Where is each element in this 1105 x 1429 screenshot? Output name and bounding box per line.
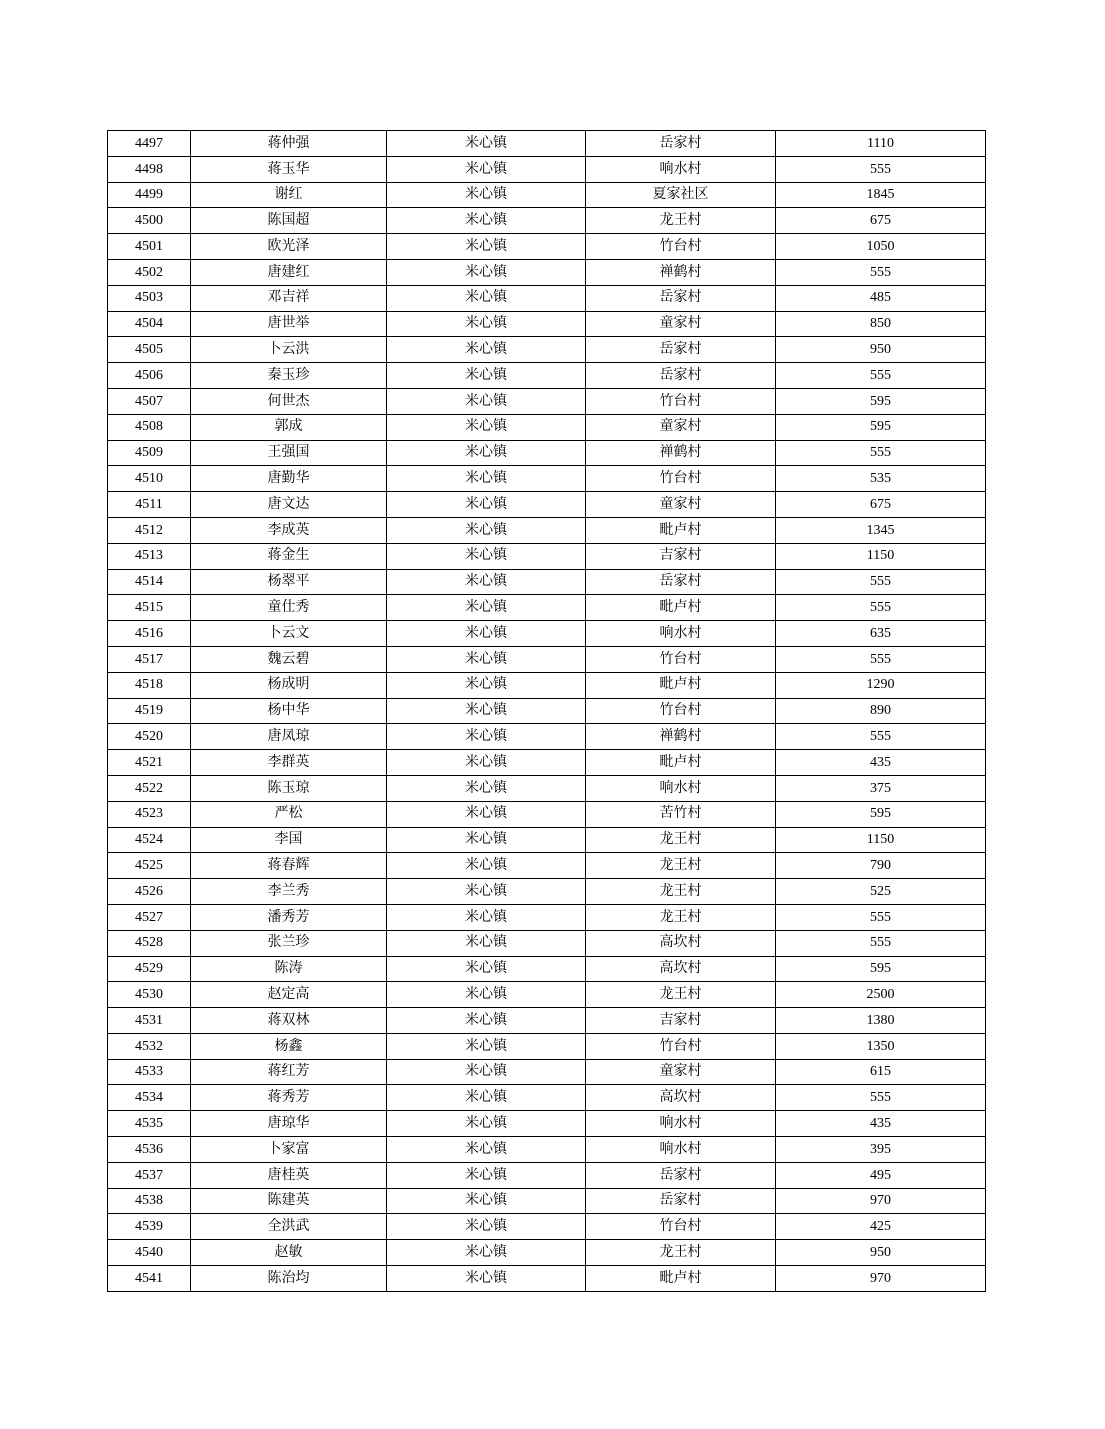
table-cell-name: 蒋仲强 (191, 131, 387, 157)
table-row (108, 853, 986, 879)
table-row (108, 1008, 986, 1034)
table-cell-village: 响水村 (586, 1137, 776, 1163)
table-row (108, 801, 986, 827)
table-cell-id: 4529 (108, 956, 191, 982)
table-cell-amount: 675 (776, 492, 986, 518)
table-cell-name: 张兰珍 (191, 930, 387, 956)
table-cell-amount: 595 (776, 956, 986, 982)
table-cell-town: 米心镇 (387, 388, 586, 414)
table-cell-name: 陈治均 (191, 1266, 387, 1292)
table-cell-town: 米心镇 (387, 698, 586, 724)
table-cell-name: 李成英 (191, 517, 387, 543)
table-cell-id: 4515 (108, 595, 191, 621)
table-cell-amount: 1050 (776, 234, 986, 260)
table-row (108, 1137, 986, 1163)
table-cell-town: 米心镇 (387, 440, 586, 466)
table-cell-name: 邓吉祥 (191, 285, 387, 311)
table-cell-id: 4498 (108, 156, 191, 182)
table-cell-name: 陈建英 (191, 1188, 387, 1214)
table-cell-town: 米心镇 (387, 879, 586, 905)
table-cell-village: 竹台村 (586, 234, 776, 260)
table-cell-amount: 485 (776, 285, 986, 311)
table-cell-amount: 555 (776, 440, 986, 466)
table-row (108, 440, 986, 466)
table-cell-town: 米心镇 (387, 621, 586, 647)
table-cell-id: 4502 (108, 259, 191, 285)
table-cell-town: 米心镇 (387, 517, 586, 543)
table-cell-village: 高坎村 (586, 930, 776, 956)
table-cell-town: 米心镇 (387, 569, 586, 595)
table-row (108, 750, 986, 776)
table-row (108, 672, 986, 698)
table-cell-town: 米心镇 (387, 414, 586, 440)
table-cell-name: 唐世举 (191, 311, 387, 337)
table-cell-name: 杨中华 (191, 698, 387, 724)
table-cell-id: 4526 (108, 879, 191, 905)
table-cell-name: 唐建红 (191, 259, 387, 285)
table-row (108, 337, 986, 363)
table-cell-amount: 2500 (776, 982, 986, 1008)
table-row (108, 646, 986, 672)
table-cell-amount: 790 (776, 853, 986, 879)
table-cell-name: 赵定高 (191, 982, 387, 1008)
table-cell-amount: 595 (776, 388, 986, 414)
table-cell-name: 杨成明 (191, 672, 387, 698)
table-cell-village: 竹台村 (586, 698, 776, 724)
table-cell-village: 岳家村 (586, 337, 776, 363)
table-cell-amount: 555 (776, 724, 986, 750)
table-cell-id: 4522 (108, 775, 191, 801)
table-cell-id: 4509 (108, 440, 191, 466)
table-cell-town: 米心镇 (387, 1085, 586, 1111)
table-cell-id: 4507 (108, 388, 191, 414)
table-cell-town: 米心镇 (387, 259, 586, 285)
table-row (108, 156, 986, 182)
table-cell-id: 4532 (108, 1033, 191, 1059)
table-cell-town: 米心镇 (387, 1214, 586, 1240)
table-cell-village: 竹台村 (586, 388, 776, 414)
table-cell-name: 蒋金生 (191, 543, 387, 569)
table-cell-amount: 615 (776, 1059, 986, 1085)
table-cell-town: 米心镇 (387, 775, 586, 801)
table-cell-amount: 435 (776, 1111, 986, 1137)
table-cell-town: 米心镇 (387, 1033, 586, 1059)
table-cell-town: 米心镇 (387, 672, 586, 698)
table-cell-amount: 890 (776, 698, 986, 724)
table-cell-town: 米心镇 (387, 156, 586, 182)
table-row (108, 1059, 986, 1085)
table-cell-amount: 495 (776, 1162, 986, 1188)
table-cell-id: 4524 (108, 827, 191, 853)
table-cell-name: 陈国超 (191, 208, 387, 234)
table-cell-village: 毗卢村 (586, 672, 776, 698)
table-row (108, 388, 986, 414)
table-cell-amount: 950 (776, 1240, 986, 1266)
table-cell-village: 龙王村 (586, 827, 776, 853)
table-row (108, 775, 986, 801)
table-cell-amount: 970 (776, 1188, 986, 1214)
table-cell-village: 响水村 (586, 621, 776, 647)
table-cell-village: 龙王村 (586, 982, 776, 1008)
table-cell-name: 陈涛 (191, 956, 387, 982)
table-row (108, 1162, 986, 1188)
table-cell-id: 4519 (108, 698, 191, 724)
table-cell-village: 响水村 (586, 775, 776, 801)
table-cell-name: 何世杰 (191, 388, 387, 414)
table-cell-town: 米心镇 (387, 492, 586, 518)
table-cell-id: 4535 (108, 1111, 191, 1137)
table-cell-village: 童家村 (586, 492, 776, 518)
table-cell-village: 竹台村 (586, 646, 776, 672)
table-row (108, 1033, 986, 1059)
table-row (108, 208, 986, 234)
table-cell-amount: 595 (776, 801, 986, 827)
table-cell-town: 米心镇 (387, 543, 586, 569)
table-cell-amount: 555 (776, 1085, 986, 1111)
table-row (108, 182, 986, 208)
table-cell-id: 4499 (108, 182, 191, 208)
table-cell-village: 夏家社区 (586, 182, 776, 208)
table-row (108, 879, 986, 905)
table-cell-village: 竹台村 (586, 1033, 776, 1059)
table-cell-name: 蒋红芳 (191, 1059, 387, 1085)
table-cell-village: 禅鹤村 (586, 259, 776, 285)
table-cell-town: 米心镇 (387, 363, 586, 389)
table-cell-id: 4501 (108, 234, 191, 260)
table-cell-town: 米心镇 (387, 466, 586, 492)
table-cell-town: 米心镇 (387, 337, 586, 363)
table-cell-amount: 535 (776, 466, 986, 492)
table-cell-village: 童家村 (586, 311, 776, 337)
table-row (108, 1240, 986, 1266)
table-cell-amount: 1150 (776, 827, 986, 853)
table-cell-amount: 1290 (776, 672, 986, 698)
table-cell-village: 岳家村 (586, 1188, 776, 1214)
table-cell-id: 4525 (108, 853, 191, 879)
table-cell-name: 卜云洪 (191, 337, 387, 363)
table-cell-id: 4534 (108, 1085, 191, 1111)
table-cell-name: 唐桂英 (191, 1162, 387, 1188)
table-row (108, 930, 986, 956)
table-cell-town: 米心镇 (387, 311, 586, 337)
table-cell-id: 4504 (108, 311, 191, 337)
table-cell-id: 4512 (108, 517, 191, 543)
table-row (108, 621, 986, 647)
table-cell-village: 竹台村 (586, 1214, 776, 1240)
table-cell-town: 米心镇 (387, 1111, 586, 1137)
table-cell-village: 毗卢村 (586, 1266, 776, 1292)
table-cell-town: 米心镇 (387, 724, 586, 750)
table-cell-village: 童家村 (586, 414, 776, 440)
table-cell-amount: 850 (776, 311, 986, 337)
table-cell-name: 郭成 (191, 414, 387, 440)
table-cell-village: 毗卢村 (586, 517, 776, 543)
table-cell-amount: 1845 (776, 182, 986, 208)
table-cell-id: 4516 (108, 621, 191, 647)
table-cell-id: 4508 (108, 414, 191, 440)
table-cell-id: 4513 (108, 543, 191, 569)
table-cell-amount: 555 (776, 595, 986, 621)
table-row (108, 234, 986, 260)
table-cell-village: 高坎村 (586, 956, 776, 982)
table-cell-name: 杨翠平 (191, 569, 387, 595)
table-cell-name: 严松 (191, 801, 387, 827)
table-cell-id: 4523 (108, 801, 191, 827)
table-cell-village: 吉家村 (586, 543, 776, 569)
table-cell-amount: 1350 (776, 1033, 986, 1059)
table-cell-village: 禅鹤村 (586, 724, 776, 750)
table-cell-amount: 525 (776, 879, 986, 905)
table-cell-id: 4520 (108, 724, 191, 750)
table-cell-name: 陈玉琼 (191, 775, 387, 801)
table-row (108, 595, 986, 621)
table-cell-village: 岳家村 (586, 363, 776, 389)
table-cell-village: 响水村 (586, 156, 776, 182)
table-cell-amount: 555 (776, 569, 986, 595)
table-cell-name: 李兰秀 (191, 879, 387, 905)
table-row (108, 1266, 986, 1292)
table-cell-id: 4517 (108, 646, 191, 672)
table-row (108, 466, 986, 492)
table-cell-village: 吉家村 (586, 1008, 776, 1034)
table-cell-id: 4503 (108, 285, 191, 311)
table-cell-name: 李国 (191, 827, 387, 853)
table-cell-village: 龙王村 (586, 1240, 776, 1266)
table-cell-id: 4540 (108, 1240, 191, 1266)
table-row (108, 414, 986, 440)
table-cell-name: 赵敏 (191, 1240, 387, 1266)
table-row (108, 311, 986, 337)
table-cell-village: 禅鹤村 (586, 440, 776, 466)
table-row (108, 285, 986, 311)
table-row (108, 569, 986, 595)
table-cell-amount: 395 (776, 1137, 986, 1163)
table-row (108, 1085, 986, 1111)
table-cell-name: 全洪武 (191, 1214, 387, 1240)
table-cell-name: 蒋春辉 (191, 853, 387, 879)
table-cell-name: 谢红 (191, 182, 387, 208)
table-cell-town: 米心镇 (387, 956, 586, 982)
table-cell-name: 唐勤华 (191, 466, 387, 492)
table-cell-name: 唐凤琼 (191, 724, 387, 750)
table-cell-name: 杨鑫 (191, 1033, 387, 1059)
table-cell-name: 蒋玉华 (191, 156, 387, 182)
table-cell-name: 卜云文 (191, 621, 387, 647)
table-cell-town: 米心镇 (387, 801, 586, 827)
table-cell-town: 米心镇 (387, 285, 586, 311)
table-cell-name: 欧光泽 (191, 234, 387, 260)
table-cell-id: 4539 (108, 1214, 191, 1240)
table-row (108, 492, 986, 518)
table-cell-id: 4500 (108, 208, 191, 234)
table-row (108, 131, 986, 157)
table-cell-town: 米心镇 (387, 1188, 586, 1214)
table-cell-town: 米心镇 (387, 853, 586, 879)
table-cell-id: 4514 (108, 569, 191, 595)
table-row (108, 543, 986, 569)
table-cell-town: 米心镇 (387, 1137, 586, 1163)
table-cell-village: 苦竹村 (586, 801, 776, 827)
table-cell-amount: 555 (776, 259, 986, 285)
table-cell-village: 岳家村 (586, 569, 776, 595)
table-cell-village: 高坎村 (586, 1085, 776, 1111)
table-cell-amount: 970 (776, 1266, 986, 1292)
table-cell-name: 王强国 (191, 440, 387, 466)
roster-table-body (108, 131, 986, 1292)
table-cell-id: 4521 (108, 750, 191, 776)
table-cell-id: 4538 (108, 1188, 191, 1214)
table-cell-amount: 375 (776, 775, 986, 801)
table-row (108, 363, 986, 389)
table-cell-id: 4518 (108, 672, 191, 698)
table-cell-amount: 1380 (776, 1008, 986, 1034)
table-row (108, 1214, 986, 1240)
table-cell-village: 岳家村 (586, 285, 776, 311)
table-cell-town: 米心镇 (387, 1162, 586, 1188)
table-cell-name: 唐文达 (191, 492, 387, 518)
table-cell-town: 米心镇 (387, 827, 586, 853)
table-cell-id: 4530 (108, 982, 191, 1008)
table-cell-amount: 675 (776, 208, 986, 234)
table-cell-village: 岳家村 (586, 131, 776, 157)
table-cell-amount: 555 (776, 930, 986, 956)
table-row (108, 956, 986, 982)
table-cell-name: 魏云碧 (191, 646, 387, 672)
table-cell-id: 4527 (108, 904, 191, 930)
table-cell-village: 岳家村 (586, 1162, 776, 1188)
table-cell-village: 童家村 (586, 1059, 776, 1085)
table-cell-name: 李群英 (191, 750, 387, 776)
table-cell-village: 毗卢村 (586, 595, 776, 621)
table-cell-id: 4531 (108, 1008, 191, 1034)
table-cell-id: 4541 (108, 1266, 191, 1292)
table-cell-amount: 555 (776, 904, 986, 930)
table-cell-amount: 555 (776, 646, 986, 672)
table-cell-village: 响水村 (586, 1111, 776, 1137)
table-cell-amount: 555 (776, 363, 986, 389)
table-cell-town: 米心镇 (387, 750, 586, 776)
table-cell-town: 米心镇 (387, 131, 586, 157)
table-cell-village: 龙王村 (586, 904, 776, 930)
table-cell-amount: 435 (776, 750, 986, 776)
table-cell-town: 米心镇 (387, 1240, 586, 1266)
table-cell-village: 龙王村 (586, 208, 776, 234)
table-cell-village: 龙王村 (586, 853, 776, 879)
table-cell-town: 米心镇 (387, 208, 586, 234)
table-cell-id: 4537 (108, 1162, 191, 1188)
table-cell-amount: 635 (776, 621, 986, 647)
table-cell-town: 米心镇 (387, 1008, 586, 1034)
table-cell-id: 4536 (108, 1137, 191, 1163)
table-cell-amount: 1150 (776, 543, 986, 569)
table-cell-amount: 1110 (776, 131, 986, 157)
table-cell-id: 4528 (108, 930, 191, 956)
table-cell-amount: 595 (776, 414, 986, 440)
table-row (108, 1111, 986, 1137)
table-cell-id: 4497 (108, 131, 191, 157)
table-row (108, 724, 986, 750)
table-cell-town: 米心镇 (387, 646, 586, 672)
table-cell-id: 4506 (108, 363, 191, 389)
table-cell-amount: 425 (776, 1214, 986, 1240)
table-row (108, 698, 986, 724)
table-cell-amount: 1345 (776, 517, 986, 543)
table-cell-town: 米心镇 (387, 1059, 586, 1085)
table-cell-town: 米心镇 (387, 982, 586, 1008)
table-row (108, 827, 986, 853)
table-cell-amount: 950 (776, 337, 986, 363)
table-cell-town: 米心镇 (387, 234, 586, 260)
table-cell-town: 米心镇 (387, 1266, 586, 1292)
document-page (107, 130, 986, 1292)
table-cell-name: 蒋秀芳 (191, 1085, 387, 1111)
table-cell-name: 唐琼华 (191, 1111, 387, 1137)
table-cell-village: 龙王村 (586, 879, 776, 905)
table-row (108, 517, 986, 543)
table-cell-amount: 555 (776, 156, 986, 182)
table-cell-id: 4510 (108, 466, 191, 492)
table-cell-id: 4533 (108, 1059, 191, 1085)
table-cell-id: 4511 (108, 492, 191, 518)
table-row (108, 1188, 986, 1214)
table-row (108, 982, 986, 1008)
table-cell-name: 卜家富 (191, 1137, 387, 1163)
table-cell-town: 米心镇 (387, 930, 586, 956)
table-row (108, 259, 986, 285)
table-row (108, 904, 986, 930)
table-cell-id: 4505 (108, 337, 191, 363)
table-cell-name: 潘秀芳 (191, 904, 387, 930)
roster-table (107, 130, 986, 1292)
table-cell-name: 童仕秀 (191, 595, 387, 621)
table-cell-town: 米心镇 (387, 904, 586, 930)
table-cell-town: 米心镇 (387, 595, 586, 621)
table-cell-village: 竹台村 (586, 466, 776, 492)
table-cell-village: 毗卢村 (586, 750, 776, 776)
table-cell-name: 蒋双林 (191, 1008, 387, 1034)
table-cell-name: 秦玉珍 (191, 363, 387, 389)
table-cell-town: 米心镇 (387, 182, 586, 208)
